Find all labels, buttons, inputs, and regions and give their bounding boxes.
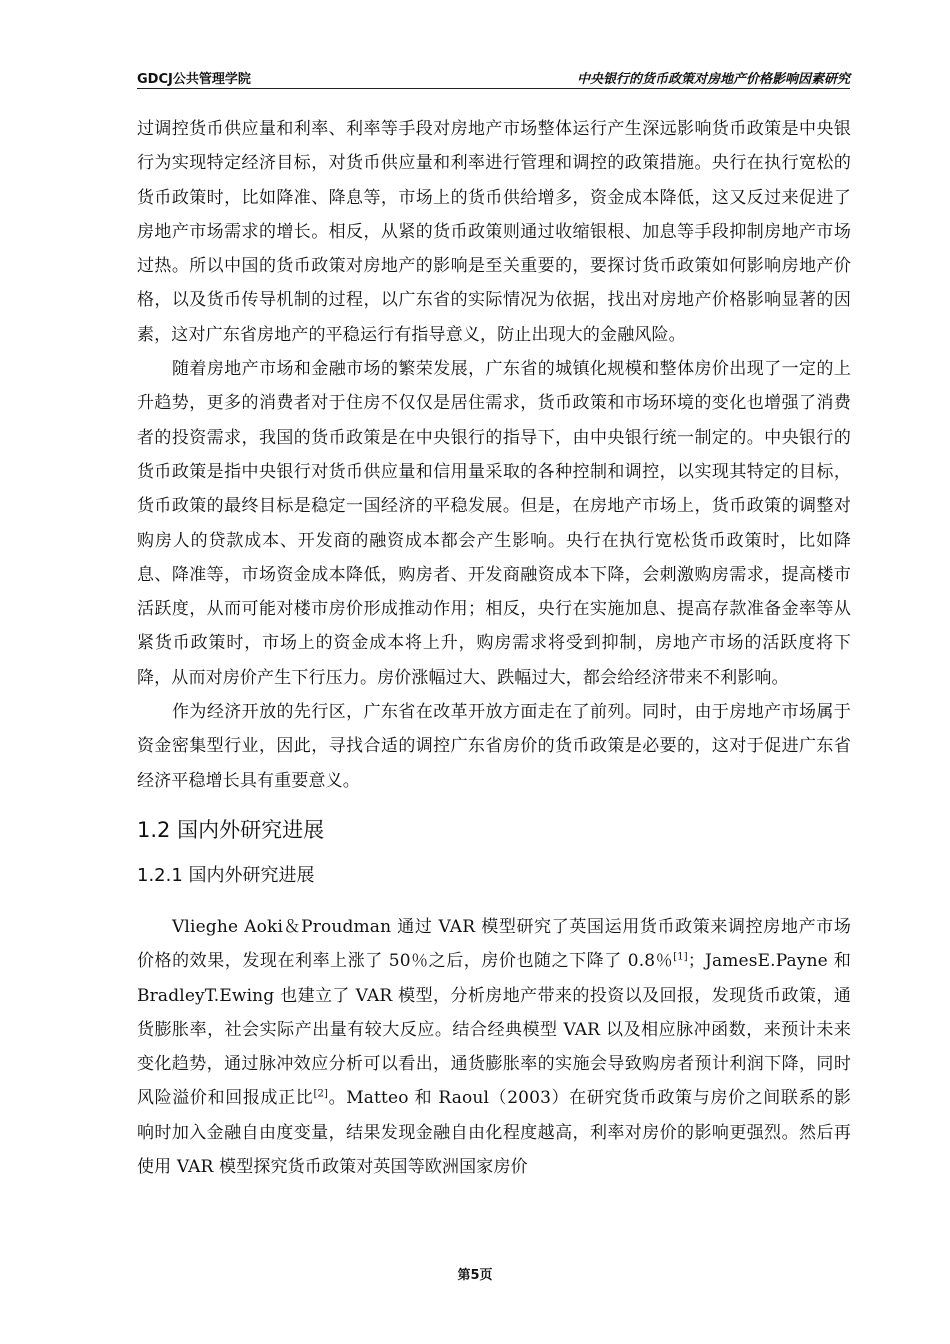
body-text — [137, 112, 851, 1184]
citation-1: [1] — [673, 951, 688, 963]
paragraph-1: 过调控货币供应量和利率、利率等手段对房地产市场整体运行产生深远影响货币政策是中央银行为实现特定经济目标，对货币供应量和利率进行管理和调控的政策措施。央行在执行宽松的货币政策时，比如降准、降息等，市场上的货币供给增多，资金成本降低，这又反过来促进了房地产市场需求的增长。相反，从紧的货币政策则通过收缩银根、加息等手段抑制房地产市场过热。所以中国的货币政策对房地产的影响是至关重要的，要探讨货币政策如何影响房地产价格，以及货币传导机制的过程，以广东省的实际情况为依据，找出对房地产价格影响显著的因素，这对广东省房地产的平稳运行有指导意义，防止出现大的金融风险。 — [137, 119, 851, 345]
section-heading: 1.2 国内外研究进展 — [137, 817, 325, 842]
citation-2: [2] — [313, 1088, 329, 1100]
paragraph-4-part-2: ；JamesE.Payne 和 BradleyT.Ewing 也建立了 VAR 模型，分析房地产带来的投资以及回报，发现货币政策，通货膨胀率，社会实际产出量有较大反应。结合经典模型 VAR 以及相应脉冲函数，来预计未来变化趋势，通过脉冲效应分析可以看出，通货膨胀率的实施会导致购房者预计利润下降，同时风险溢价和回报成正比 — [137, 951, 851, 1109]
paragraph-4 — [137, 910, 851, 1184]
page-header — [137, 66, 850, 89]
paragraph-2: 随着房地产市场和金融市场的繁荣发展，广东省的城镇化规模和整体房价出现了一定的上升趋势，更多的消费者对于住房不仅仅是居住需求，货币政策和市场环境的变化也增强了消费者的投资需求，我国的货币政策是在中央银行的指导下，由中央银行统一制定的。中央银行的货币政策是指中央银行对货币供应量和信用量采取的各种控制和调控，以实现其特定的目标，货币政策的最终目标是稳定一国经济的平稳发展。但是，在房地产市场上，货币政策的调整对购房人的贷款成本、开发商的融资成本都会产生影响。央行在执行宽松货币政策时，比如降息、降准等，市场资金成本降低，购房者、开发商融资成本下降，会刺激购房需求，提高楼市活跃度，从而可能对楼市房价形成推动作用；相反，央行在实施加息、提高存款准备金率等从紧货币政策时，市场上的资金成本将上升，购房需求将受到抑制，房地产市场的活跃度将下降，从而对房价产生下行压力。房价涨幅过大、跌幅过大，都会给经济带来不利影响。 — [137, 359, 851, 688]
paragraph-4-part-1: Vlieghe Aoki＆Proudman 通过 VAR 模型研究了英国运用货币政策来调控房地产市场价格的效果，发现在利率上涨了 50％之后，房价也随之下降了 0.8％ — [137, 916, 851, 972]
header-institution: GDCJ公共管理学院 — [137, 72, 251, 87]
header-thesis-title: 中央银行的货币政策对房地产价格影响因素研究 — [576, 72, 850, 87]
paragraph-3: 作为经济开放的先行区，广东省在改革开放方面走在了前列。同时，由于房地产市场属于资金密集型行业，因此，寻找合适的调控广东省房价的货币政策是必要的，这对于促进广东省经济平稳增长具有重要意义。 — [137, 702, 851, 791]
paragraph-4-part-3: 。Matteo 和 Raoul（2003）在研究货币政策与房价之间联系的影响时加入金融自由度变量，结果发现金融自由化程度越高，利率对房价的影响更强烈。然后再使用 VAR 模型探究货币政策对英国等欧洲国家房价 — [137, 1088, 852, 1178]
page-number: 第5页 — [457, 1268, 493, 1283]
subsection-heading: 1.2.1 国内外研究进展 — [137, 864, 315, 886]
